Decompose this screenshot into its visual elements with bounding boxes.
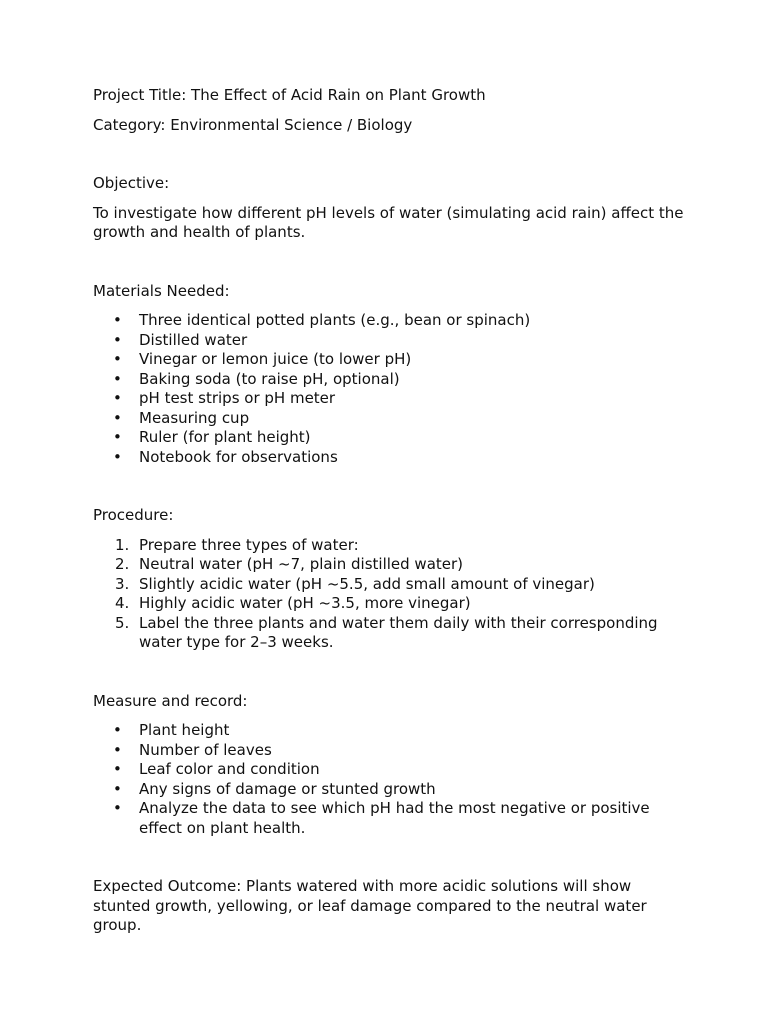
materials-list bbox=[93, 311, 693, 467]
step-number: 5. bbox=[115, 613, 130, 632]
list-item: • Leaf color and condition bbox=[93, 760, 693, 780]
step-text: Label the three plants and water them daily with their corresponding water type for 2–3 weeks. bbox=[139, 613, 658, 651]
materials-heading: Materials Needed: bbox=[93, 281, 230, 300]
procedure-list bbox=[93, 536, 693, 653]
procedure-step bbox=[93, 536, 693, 556]
procedure-heading: Procedure: bbox=[93, 506, 174, 524]
project-title: Project Title: The Effect of Acid Rain on Plant Growth bbox=[93, 86, 486, 104]
list-item: • Baking soda (to raise pH, optional) bbox=[93, 370, 693, 390]
list-item: • Notebook for observations bbox=[93, 448, 693, 468]
procedure-step bbox=[93, 614, 693, 653]
expected-outcome: Expected Outcome: Plants watered with more acidic solutions will show stunted growth, yellowing, or leaf damage compared to the neutral water group. bbox=[93, 877, 647, 934]
list-item: • Any signs of damage or stunted growth bbox=[93, 780, 693, 800]
measure-list bbox=[93, 721, 693, 838]
objective-text: To investigate how different pH levels of water (simulating acid rain) affect the growth and health of plants. bbox=[93, 203, 684, 241]
list-item: • Measuring cup bbox=[93, 409, 693, 429]
step-number: 3. bbox=[115, 574, 130, 593]
list-item: • pH test strips or pH meter bbox=[93, 389, 693, 409]
step-text: Highly acidic water (pH ~3.5, more vinegar) bbox=[139, 594, 471, 612]
category: Category: Environmental Science / Biology bbox=[93, 115, 413, 134]
step-text: Slightly acidic water (pH ~5.5, add small amount of vinegar) bbox=[139, 574, 595, 593]
step-number: 4. bbox=[115, 594, 130, 612]
list-item: • Three identical potted plants (e.g., bean or spinach) bbox=[93, 311, 693, 331]
step-number: 2. bbox=[115, 555, 130, 573]
list-item: • Distilled water bbox=[93, 331, 693, 351]
step-text: Neutral water (pH ~7, plain distilled water) bbox=[139, 555, 464, 573]
list-item: • Vinegar or lemon juice (to lower pH) bbox=[93, 350, 693, 370]
procedure-step bbox=[93, 575, 693, 595]
list-item: • Plant height bbox=[93, 721, 693, 741]
measure-heading: Measure and record: bbox=[93, 691, 248, 710]
document-page bbox=[93, 86, 693, 936]
list-item: • Number of leaves bbox=[93, 741, 693, 761]
list-item: • Analyze the data to see which pH had the most negative or positive effect on plant health. bbox=[93, 799, 693, 838]
objective-heading: Objective: bbox=[93, 174, 170, 192]
step-text: Prepare three types of water: bbox=[139, 535, 359, 554]
procedure-step bbox=[93, 594, 693, 614]
step-number: 1. bbox=[115, 535, 130, 554]
procedure-step bbox=[93, 555, 693, 575]
list-item: • Ruler (for plant height) bbox=[93, 428, 693, 448]
